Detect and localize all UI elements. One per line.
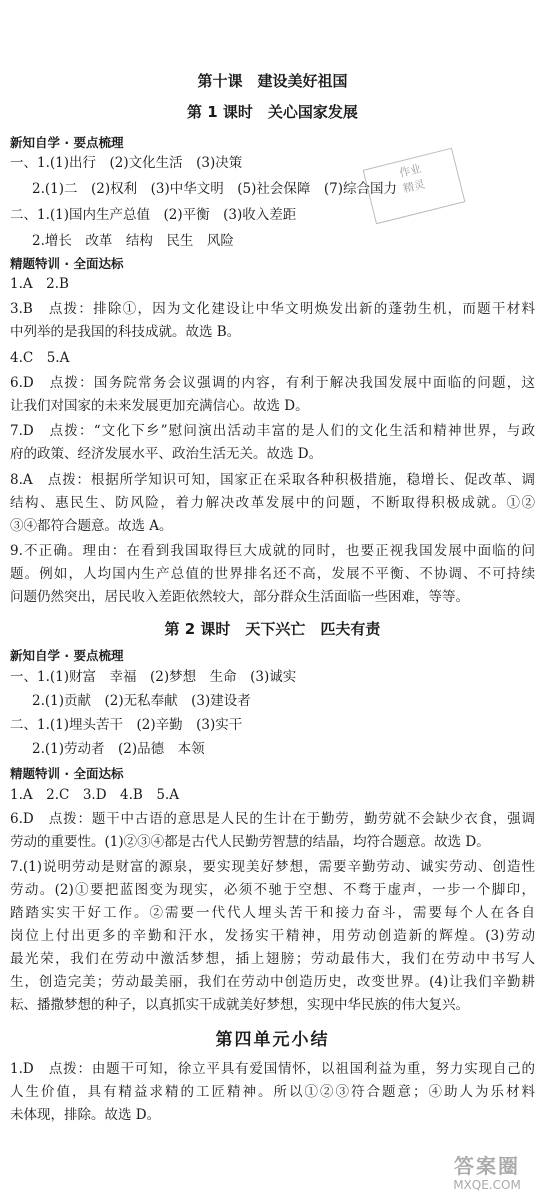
answer-line: 1.A 2.B: [10, 276, 69, 292]
answer-line: 人生价值，具有精益求精的工匠精神。所以①②③符合题意；④助人为乐材料: [10, 1084, 535, 1100]
answer-line: 中列举的是我国的科技成就。故选 B。: [10, 324, 241, 340]
section-selfstudy-1: 新知自学 · 要点梳理: [10, 135, 124, 150]
answer-line: 7.(1)说明劳动是财富的源泉，要实现美好梦想，需要辛勤劳动、诚实劳动、创造性: [10, 859, 535, 875]
answer-line: 府的政策、经济发展水平、政治生活无关。故选 D。: [10, 446, 323, 462]
homework-stamp: 作业 精灵: [363, 148, 466, 225]
lesson-title: 第十课 建设美好祖国: [197, 72, 348, 90]
period-2-title: 第 2 课时 天下兴亡 匹夫有责: [164, 620, 381, 638]
answer-line: 踏踏实实干好工作。②需要一代代人埋头苦干和接力奋斗，需要每个人在各自: [10, 905, 535, 921]
answer-line: 2.(1)劳动者 (2)品德 本领: [32, 741, 205, 757]
answer-line: 2.(1)贡献 (2)无私奉献 (3)建设者: [32, 693, 251, 709]
section-selfstudy-2: 新知自学 · 要点梳理: [10, 648, 124, 663]
answer-line: 岗位上付出更多的辛勤和汗水，发扬实干精神，用劳动创造新的辉煌。(3)劳动: [10, 928, 535, 944]
answer-line: 未体现，排除。故选 D。: [10, 1107, 161, 1123]
answer-line: 1.D 点拨：由题干可知，徐立平具有爱国情怀，以祖国利益为重，努力实现自己的: [10, 1061, 535, 1077]
answer-line: 6.D 点拨：题干中古语的意思是人民的生计在于勤劳，勤劳就不会缺少衣食，强调: [10, 811, 535, 827]
answer-line: ③④都符合题意。故选 A。: [10, 518, 173, 534]
watermark-logo-text: 答案圈: [454, 1154, 520, 1178]
answer-line: 劳动的重要性。(1)②③④都是古代人民勤劳智慧的结晶，均符合题意。故选 D。: [10, 834, 490, 850]
answer-line: 最光荣，我们在劳动中激活梦想，插上翅膀；劳动最伟大，我们在劳动中书写人: [10, 951, 535, 967]
answer-line: 二、1.(1)国内生产总值 (2)平衡 (3)收入差距: [10, 207, 297, 223]
period-1-title: 第 1 课时 关心国家发展: [187, 103, 358, 121]
unit-4-summary-title: 第四单元小结: [215, 1030, 330, 1050]
answer-line: 生，创造完美；劳动最美丽，我们在劳动中创造历史，改变世界。(4)让我们辛勤耕: [10, 974, 535, 990]
answer-line: 题。例如，人均国内生产总值的世界排名还不高，发展不平衡、不协调、不可持续: [10, 566, 535, 582]
answer-line: 6.D 点拨：国务院常务会议强调的内容，有利于解决我国发展中面临的问题，这: [10, 375, 535, 391]
answer-line: 4.C 5.A: [10, 350, 70, 366]
watermark-url: MXQE.COM: [453, 1178, 521, 1192]
answer-line: 劳动。(2)①要把蓝图变为现实，必须不驰于空想、不骛于虚声，一步一个脚印，: [10, 882, 535, 898]
answer-line: 结构、惠民生、防风险，着力解决改革发展中的问题，不断取得积极成就。①②: [10, 495, 535, 511]
section-training-1: 精题特训 · 全面达标: [10, 256, 124, 271]
answer-line: 耘、播撒梦想的种子，以真抓实干成就美好梦想，实现中华民族的伟大复兴。: [10, 997, 469, 1013]
answer-line: 1.A 2.C 3.D 4.B 5.A: [10, 787, 179, 803]
answer-line: 二、1.(1)埋头苦干 (2)辛勤 (3)实干: [10, 717, 243, 733]
answer-line: 一、1.(1)出行 (2)文化生活 (3)决策: [10, 155, 243, 171]
answer-line: 8.A 点拨：根据所学知识可知，国家正在采取各种积极措施，稳增长、促改革、调: [10, 472, 535, 488]
answer-line: 2.(1)二 (2)权利 (3)中华文明 (5)社会保障 (7)综合国力: [32, 181, 397, 197]
answer-line: 一、1.(1)财富 幸福 (2)梦想 生命 (3)诚实: [10, 669, 297, 685]
answer-line: 让我们对国家的未来发展更加充满信心。故选 D。: [10, 398, 309, 414]
section-training-2: 精题特训 · 全面达标: [10, 766, 124, 781]
answer-line: 2.增长 改革 结构 民生 风险: [32, 233, 234, 249]
answer-line: 问题仍然突出，居民收入差距依然较大，部分群众生活面临一些困难，等等。: [10, 589, 469, 605]
answer-line: 9.不正确。理由：在看到我国取得巨大成就的同时，也要正视我国发展中面临的问: [10, 543, 535, 559]
answer-line: 7.D 点拨：“文化下乡”慰问演出活动丰富的是人们的文化生活和精神世界，与政: [10, 423, 535, 439]
site-watermark: [437, 1154, 537, 1194]
answer-line: 3.B 点拨：排除①，因为文化建设让中华文明焕发出新的蓬勃生机，而题干材料: [10, 301, 535, 317]
